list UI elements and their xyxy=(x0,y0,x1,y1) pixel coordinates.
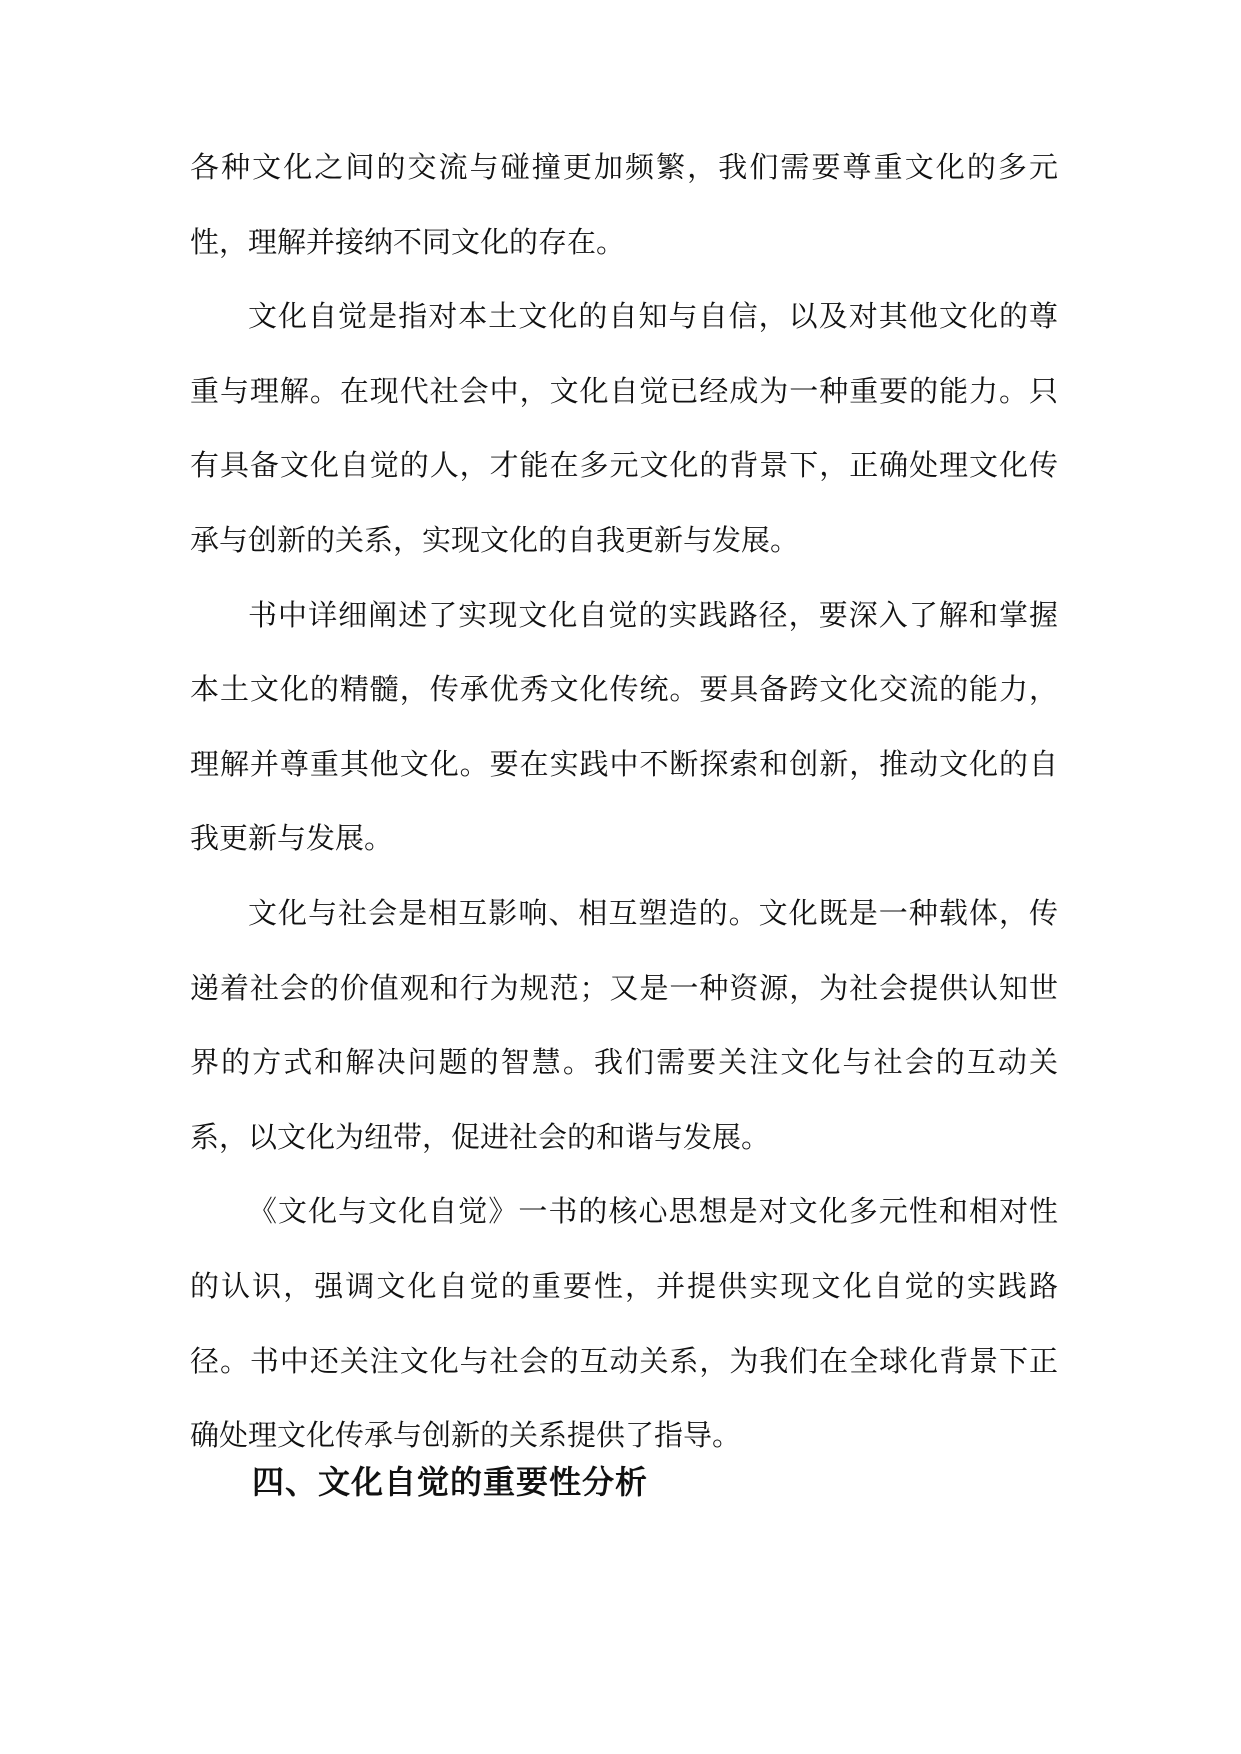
paragraph-culture-and-society: 文化与社会是相互影响、相互塑造的。文化既是一种载体，传递着社会的价值观和行为规范；又是一种资源，为社会提供认知世界的方式和解决问题的智慧。我们需要关注文化与社会的互动关系，以文化为纽带，促进社会的和谐与发展。 xyxy=(190,895,1058,1154)
paragraph-book-core-idea: 《文化与文化自觉》一书的核心思想是对文化多元性和相对性的认识，强调文化自觉的重要性，并提供实现文化自觉的实践路径。书中还关注文化与社会的互动关系，为我们在全球化背景下正确处理文化传承与创新的关系提供了指导。 xyxy=(190,1194,1058,1453)
document-body xyxy=(190,130,1058,1473)
section-heading: 四、文化自觉的重要性分析 xyxy=(252,1463,649,1501)
paragraph-continuation: 各种文化之间的交流与碰撞更加频繁，我们需要尊重文化的多元性，理解并接纳不同文化的存在。 xyxy=(190,150,1058,259)
paragraph-practice-path: 书中详细阐述了实现文化自觉的实践路径，要深入了解和掌握本土文化的精髓，传承优秀文化传统。要具备跨文化交流的能力，理解并尊重其他文化。要在实践中不断探索和创新，推动文化的自我更新与发展。 xyxy=(190,597,1058,856)
paragraph-cultural-awareness-definition: 文化自觉是指对本土文化的自知与自信，以及对其他文化的尊重与理解。在现代社会中，文化自觉已经成为一种重要的能力。只有具备文化自觉的人，才能在多元文化的背景下，正确处理文化传承与创新的关系，实现文化的自我更新与发展。 xyxy=(190,299,1058,557)
